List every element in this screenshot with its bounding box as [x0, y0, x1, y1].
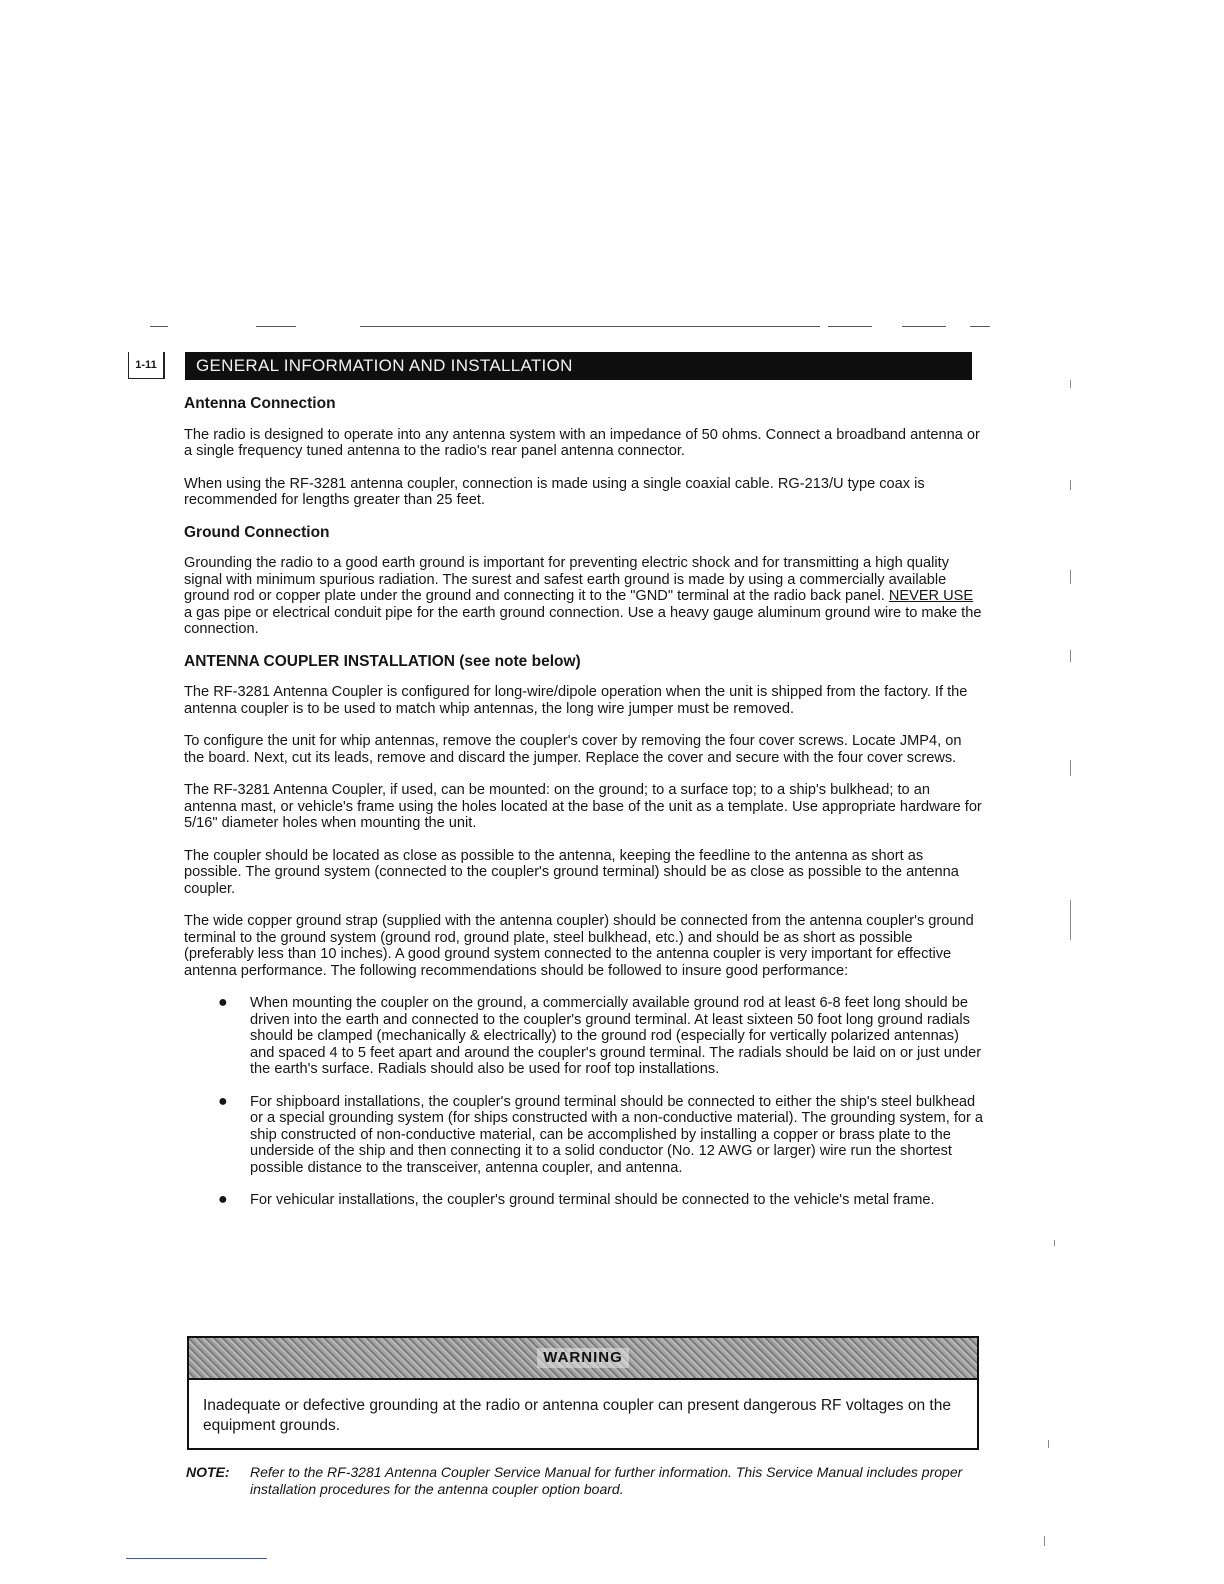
heading-coupler-installation: ANTENNA COUPLER INSTALLATION (see note below)	[184, 652, 581, 670]
warning-box	[187, 1336, 979, 1450]
scan-artifact-speck	[1044, 1536, 1045, 1546]
emphasis-never-use: NEVER USE	[888, 588, 974, 604]
scan-artifact-speck	[1048, 1440, 1049, 1448]
text-run: a gas pipe or electrical conduit pipe for the earth ground connection. Use a heavy gauge aluminum ground wire to make the connection.	[184, 604, 982, 637]
scan-artifact-line	[970, 326, 990, 327]
warning-text: Inadequate or defective grounding at the radio or antenna coupler can present dangerous RF voltages on the equipment grounds.	[203, 1397, 951, 1434]
list-item	[184, 1192, 984, 1209]
bullet-icon: ●	[218, 994, 228, 1011]
paragraph-grounding	[184, 555, 984, 638]
heading-ground-connection: Ground Connection	[184, 523, 330, 541]
scan-artifact-line	[256, 326, 296, 327]
scan-artifact-line	[150, 326, 168, 327]
scan-artifact-speck	[1070, 900, 1071, 940]
scan-artifact-line	[828, 326, 872, 327]
scan-artifact-speck	[1070, 480, 1071, 490]
bullet-icon: ●	[218, 1191, 228, 1208]
text-run: Grounding the radio to a good earth ground is important for preventing electric shock and for transmitting a high quality signal with minimum spurious radiation. The surest and safest earth ground is made by using a commercially available ground rod or copper plate under the ground and connecting it to the "GND" terminal at the radio back panel.	[184, 555, 949, 604]
scan-artifact-speck	[1070, 570, 1071, 584]
list-item	[184, 1094, 984, 1177]
scan-artifact-speck	[1054, 1240, 1055, 1246]
note	[186, 1464, 986, 1498]
note-text: Refer to the RF-3281 Antenna Coupler Service Manual for further information. This Service Manual includes proper installation procedures for the antenna coupler option board.	[250, 1464, 963, 1497]
document-body	[184, 396, 984, 1225]
scan-artifact-speck	[1070, 650, 1071, 662]
section-title-bar: GENERAL INFORMATION AND INSTALLATION	[185, 352, 972, 380]
page-number: 1-11	[128, 352, 165, 379]
paragraph: When using the RF-3281 antenna coupler, connection is made using a single coaxial cable. RG-213/U type coax is recommended for lengths greater than 25 feet.	[184, 475, 925, 508]
note-label: NOTE:	[186, 1464, 230, 1480]
warning-header	[189, 1338, 977, 1380]
list-item-text: For vehicular installations, the coupler's ground terminal should be connected to the vehicle's metal frame.	[250, 1192, 935, 1208]
scan-artifact-speck	[1070, 760, 1071, 776]
bullet-icon: ●	[218, 1092, 228, 1110]
list-item-text: When mounting the coupler on the ground, a commercially available ground rod at least 6-8 feet long should be driven into the earth and connected to the coupler's ground terminal. At least sixteen 50 foot long ground radials should be clamped (mechanically & electrically) to the ground rod (especially for vertically polarized antennas) and spaced 4 to 5 feet apart and around the coupler's ground terminal. The radials should be laid on or just under the earth's surface. Radials should also be used for roof top installations.	[250, 995, 982, 1077]
recommendation-list	[184, 995, 984, 1209]
list-item-text: For shipboard installations, the coupler's ground terminal should be connected to either the ship's steel bulkhead or a special grounding system (for ships constructed with a non-conductive material). The grounding system, for a ship constructed of non-conductive material, can be accomplished by installing a copper or brass plate to the underside of the ship and then connecting it to a solid conductor (No. 12 AWG or larger) wire run the shortest possible distance to the transceiver, antenna coupler, and antenna.	[250, 1093, 984, 1176]
paragraph: The radio is designed to operate into any antenna system with an impedance of 50 ohms. Connect a broadband antenna or a single frequency tuned antenna to the radio's rear panel antenna connector.	[184, 426, 980, 459]
list-item	[184, 995, 984, 1078]
scan-artifact-line	[360, 326, 820, 327]
footer-rule	[126, 1558, 267, 1559]
paragraph: The coupler should be located as close as possible to the antenna, keeping the feedline to the antenna as short as possible. The ground system (connected to the coupler's ground terminal) should be as close as possible to the antenna coupler.	[184, 847, 959, 897]
paragraph: The RF-3281 Antenna Coupler is configured for long-wire/dipole operation when the unit is shipped from the factory. If the antenna coupler is to be used to match whip antennas, the long wire jumper must be removed.	[184, 684, 968, 717]
paragraph: The RF-3281 Antenna Coupler, if used, can be mounted: on the ground; to a surface top; to a ship's bulkhead; to an antenna mast, or vehicle's frame using the holes located at the base of the unit as a template. Use appropriate hardware for 5/16" diameter holes when mounting the unit.	[184, 782, 982, 831]
scan-artifact-line	[902, 326, 946, 327]
heading-antenna-connection: Antenna Connection	[184, 395, 336, 412]
scan-artifact-speck	[1070, 380, 1071, 388]
paragraph: The wide copper ground strap (supplied with the antenna coupler) should be connected from the antenna coupler's ground terminal to the ground system (ground rod, ground plate, steel bulkhead, etc.) and should be as short as possible (preferably less than 10 inches). A good ground system connected to the antenna coupler is very important for effective antenna performance. The following recommendations should be followed to insure good performance:	[184, 913, 974, 979]
warning-title: WARNING	[537, 1348, 629, 1368]
paragraph: To configure the unit for whip antennas, remove the coupler's cover by removing the four cover screws. Locate JMP4, on the board. Next, cut its leads, remove and discard the jumper. Replace the cover and secure with the four cover screws.	[184, 733, 962, 766]
